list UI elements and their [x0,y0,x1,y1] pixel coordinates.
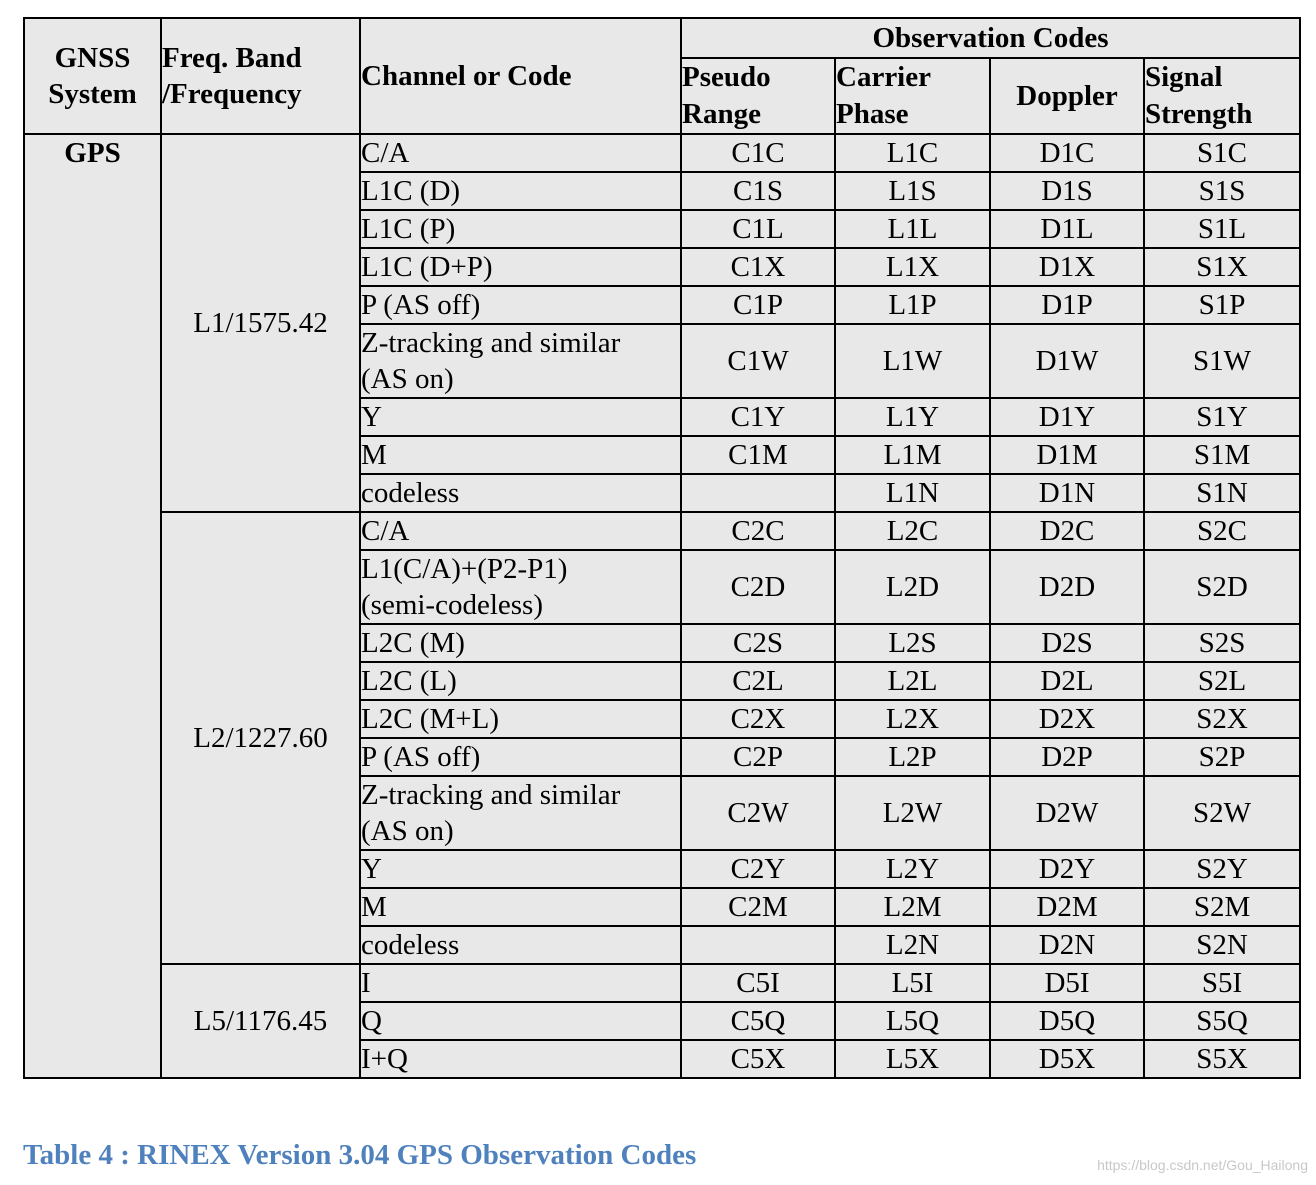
pseudo-range-cell: C2P [681,738,835,776]
channel-label: L2C (M) [361,627,465,659]
doppler-cell: D1S [990,172,1144,210]
header-signal-strength [1144,58,1300,134]
frequency-band-cell: L2/1227.60 [161,512,360,964]
carrier-phase-cell: L2W [835,776,990,850]
signal-strength-cell: S1L [1144,210,1300,248]
carrier-phase-cell: L1W [835,324,990,398]
channel-label: C/A [361,137,410,169]
doppler-cell: D2N [990,926,1144,964]
doppler-cell: D1P [990,286,1144,324]
pseudo-range-cell: C2X [681,700,835,738]
channel-cell [360,926,681,964]
channel-label: L1C (D+P) [361,251,493,283]
pseudo-range-cell: C2W [681,776,835,850]
pseudo-range-cell: C2Y [681,850,835,888]
header-carrier-phase [835,58,990,134]
pseudo-range-cell: C1Y [681,398,835,436]
pseudo-range-cell: C1M [681,436,835,474]
carrier-phase-cell: L1P [835,286,990,324]
carrier-phase-cell: L2P [835,738,990,776]
doppler-cell: D2C [990,512,1144,550]
signal-strength-cell: S1N [1144,474,1300,512]
header-channel: Channel or Code [360,18,681,134]
channel-cell [360,248,681,286]
header-gnss-line2: System [48,78,137,110]
header-carrier-line1: Carrier [836,61,931,93]
carrier-phase-cell: L1X [835,248,990,286]
channel-cell [360,624,681,662]
doppler-cell: D2W [990,776,1144,850]
channel-cell [360,324,681,398]
channel-label: C/A [361,515,410,547]
pseudo-range-cell: C2S [681,624,835,662]
doppler-cell: D1N [990,474,1144,512]
doppler-cell: D2M [990,888,1144,926]
channel-label: P (AS off) [361,289,481,321]
channel-label: L1C (P) [361,213,456,245]
carrier-phase-cell: L1C [835,134,990,172]
channel-cell [360,474,681,512]
channel-label-line2: (AS on) [361,363,454,395]
frequency-band-cell: L1/1575.42 [161,134,360,512]
table-row [24,964,1300,1002]
channel-label: codeless [361,477,460,509]
channel-label-line2: (semi-codeless) [361,589,543,621]
doppler-cell: D2D [990,550,1144,624]
header-signal-line2: Strength [1145,98,1253,130]
pseudo-range-cell: C1X [681,248,835,286]
channel-label: L2C (M+L) [361,703,499,735]
signal-strength-cell: S5Q [1144,1002,1300,1040]
channel-cell [360,776,681,850]
channel-cell [360,738,681,776]
signal-strength-cell: S5X [1144,1040,1300,1078]
signal-strength-cell: S2C [1144,512,1300,550]
carrier-phase-cell: L5Q [835,1002,990,1040]
signal-strength-cell: S2M [1144,888,1300,926]
channel-label: M [361,891,387,923]
channel-cell [360,888,681,926]
channel-label: I [361,967,371,999]
carrier-phase-cell: L2S [835,624,990,662]
carrier-phase-cell: L2C [835,512,990,550]
carrier-phase-cell: L5X [835,1040,990,1078]
pseudo-range-cell: C1L [681,210,835,248]
header-doppler: Doppler [990,58,1144,134]
signal-strength-cell: S1W [1144,324,1300,398]
frequency-band-cell: L5/1176.45 [161,964,360,1078]
pseudo-range-cell: C5Q [681,1002,835,1040]
doppler-cell: D2Y [990,850,1144,888]
doppler-cell: D1Y [990,398,1144,436]
header-carrier-line2: Phase [836,98,909,130]
header-gnss-system [24,18,161,134]
header-observation-codes: Observation Codes [681,18,1300,58]
channel-cell [360,286,681,324]
signal-strength-cell: S1Y [1144,398,1300,436]
pseudo-range-cell: C1P [681,286,835,324]
observation-codes-table [23,17,1301,1079]
gnss-system-cell: GPS [24,134,161,1078]
signal-strength-cell: S2L [1144,662,1300,700]
table-body [24,134,1300,1078]
signal-strength-cell: S2W [1144,776,1300,850]
table-row [24,512,1300,550]
channel-label: Z-tracking and similar [361,779,621,811]
channel-cell [360,134,681,172]
table-row [24,134,1300,172]
channel-cell [360,550,681,624]
channel-cell [360,1040,681,1078]
pseudo-range-cell [681,926,835,964]
carrier-phase-cell: L1S [835,172,990,210]
header-pseudo-line2: Range [682,98,761,130]
signal-strength-cell: S2S [1144,624,1300,662]
signal-strength-cell: S1S [1144,172,1300,210]
signal-strength-cell: S2Y [1144,850,1300,888]
pseudo-range-cell [681,474,835,512]
header-freq-line2: /Frequency [162,78,302,110]
pseudo-range-cell: C1C [681,134,835,172]
doppler-cell: D1M [990,436,1144,474]
channel-cell [360,1002,681,1040]
signal-strength-cell: S2D [1144,550,1300,624]
channel-cell [360,436,681,474]
channel-label: L1C (D) [361,175,461,207]
channel-cell [360,850,681,888]
signal-strength-cell: S5I [1144,964,1300,1002]
table-caption: Table 4 : RINEX Version 3.04 GPS Observation Codes [23,1139,697,1171]
channel-cell [360,964,681,1002]
carrier-phase-cell: L1N [835,474,990,512]
signal-strength-cell: S1P [1144,286,1300,324]
doppler-cell: D1L [990,210,1144,248]
channel-label: Z-tracking and similar [361,327,621,359]
doppler-cell: D2S [990,624,1144,662]
doppler-cell: D1X [990,248,1144,286]
signal-strength-cell: S2N [1144,926,1300,964]
pseudo-range-cell: C2D [681,550,835,624]
doppler-cell: D2X [990,700,1144,738]
header-pseudo-range [681,58,835,134]
channel-label-line2: (AS on) [361,815,454,847]
channel-cell [360,210,681,248]
pseudo-range-cell: C2C [681,512,835,550]
channel-label: Y [361,401,382,433]
carrier-phase-cell: L1M [835,436,990,474]
doppler-cell: D5Q [990,1002,1144,1040]
pseudo-range-cell: C5X [681,1040,835,1078]
signal-strength-cell: S1C [1144,134,1300,172]
channel-label: M [361,439,387,471]
carrier-phase-cell: L1Y [835,398,990,436]
watermark: https://blog.csdn.net/Gou_Hailong [1097,1157,1308,1173]
channel-cell [360,700,681,738]
doppler-cell: D1C [990,134,1144,172]
doppler-cell: D5X [990,1040,1144,1078]
header-freq-band [161,18,360,134]
channel-cell [360,512,681,550]
carrier-phase-cell: L1L [835,210,990,248]
signal-strength-cell: S2X [1144,700,1300,738]
signal-strength-cell: S2P [1144,738,1300,776]
carrier-phase-cell: L2L [835,662,990,700]
header-signal-line1: Signal [1145,61,1223,93]
carrier-phase-cell: L2M [835,888,990,926]
channel-label: I+Q [361,1043,408,1075]
doppler-cell: D2L [990,662,1144,700]
doppler-cell: D2P [990,738,1144,776]
carrier-phase-cell: L2X [835,700,990,738]
pseudo-range-cell: C2L [681,662,835,700]
doppler-cell: D1W [990,324,1144,398]
pseudo-range-cell: C5I [681,964,835,1002]
pseudo-range-cell: C1S [681,172,835,210]
header-freq-line1: Freq. Band [162,42,302,74]
carrier-phase-cell: L2N [835,926,990,964]
channel-label: codeless [361,929,460,961]
carrier-phase-cell: L2D [835,550,990,624]
pseudo-range-cell: C2M [681,888,835,926]
carrier-phase-cell: L5I [835,964,990,1002]
channel-label: P (AS off) [361,741,481,773]
carrier-phase-cell: L2Y [835,850,990,888]
channel-label: L1(C/A)+(P2-P1) [361,553,568,585]
header-gnss-line1: GNSS [54,42,131,74]
header-pseudo-line1: Pseudo [682,61,771,93]
channel-cell [360,662,681,700]
doppler-cell: D5I [990,964,1144,1002]
channel-cell [360,172,681,210]
table-header [24,18,1300,134]
channel-cell [360,398,681,436]
signal-strength-cell: S1M [1144,436,1300,474]
channel-label: Y [361,853,382,885]
pseudo-range-cell: C1W [681,324,835,398]
signal-strength-cell: S1X [1144,248,1300,286]
channel-label: Q [361,1005,382,1037]
channel-label: L2C (L) [361,665,457,697]
